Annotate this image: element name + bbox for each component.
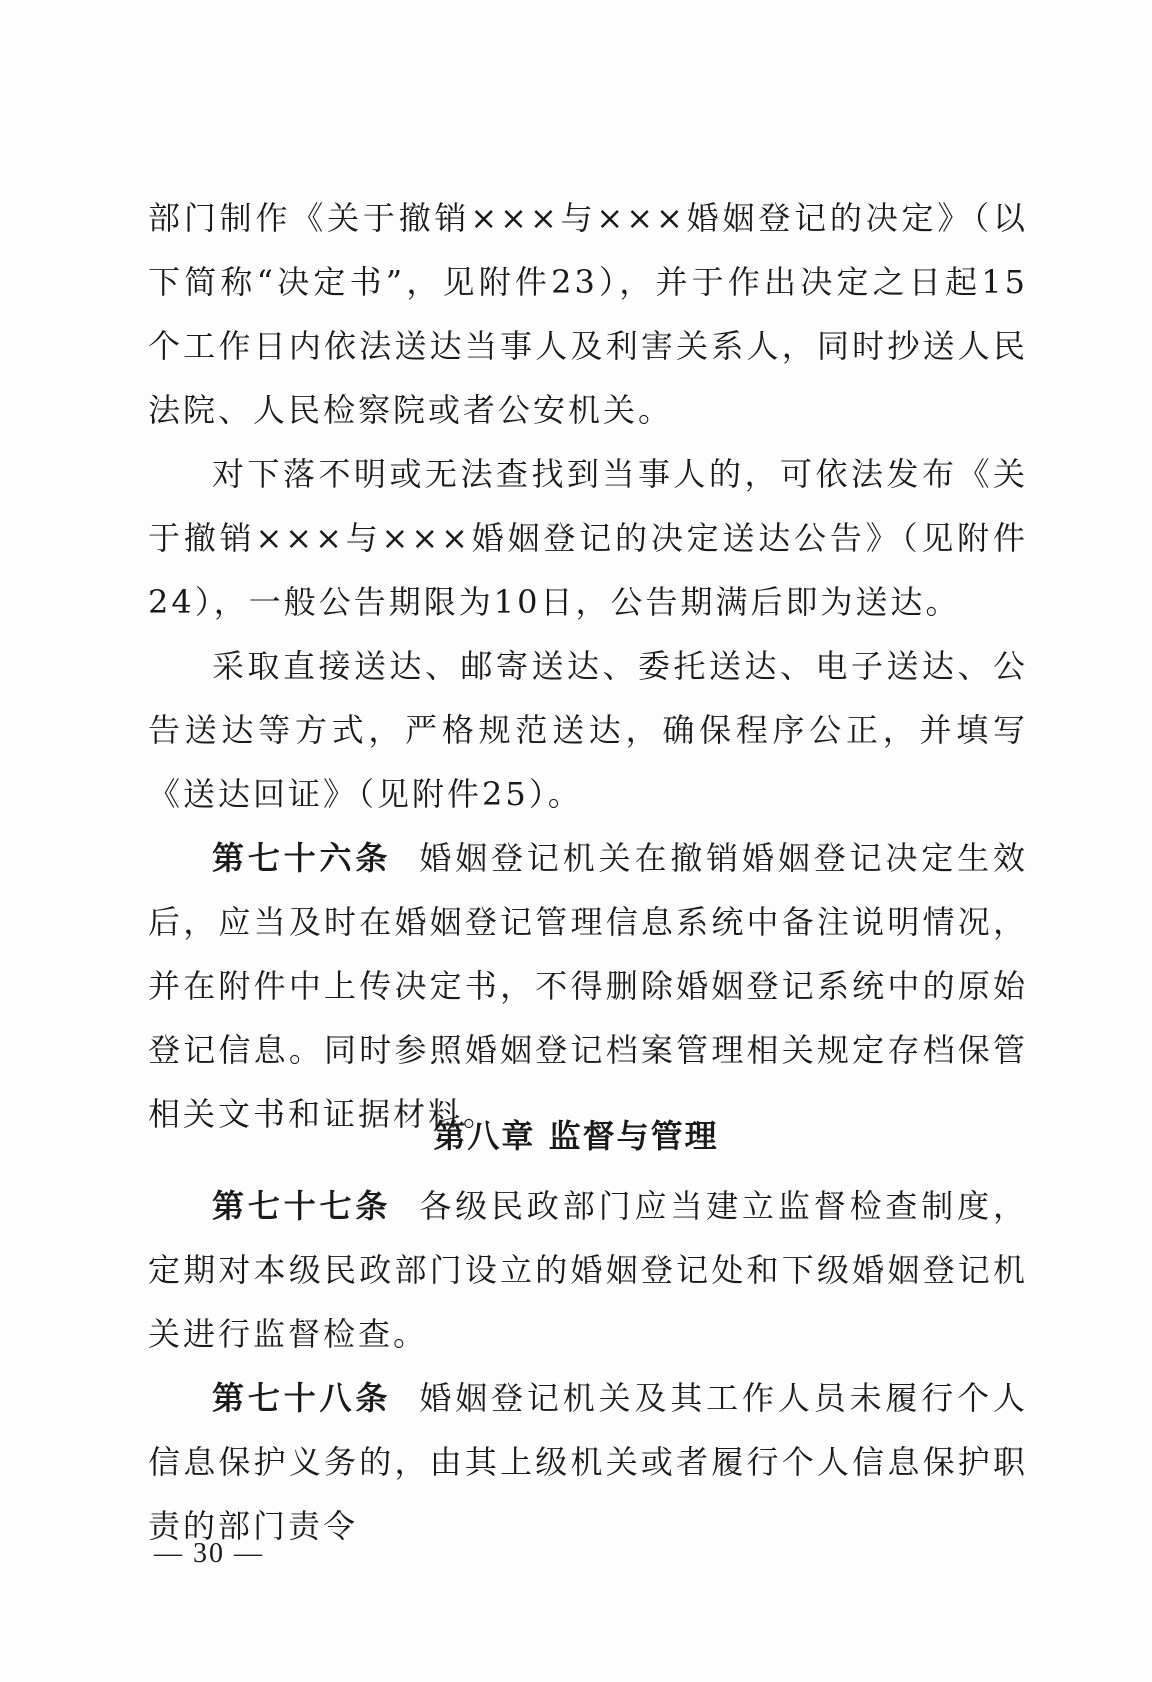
article-text: 各级民政部门应当建立监督检查制度，定期对本级民政部门设立的婚姻登记处和下级婚姻登记机关进行监督检查。 [148,1187,1028,1353]
article-text: 婚姻登记机关及其工作人员未履行个人信息保护义务的，由其上级机关或者履行个人信息保护职责的部门责令 [148,1379,1028,1545]
paragraph-text: 采取直接送达、邮寄送达、委托送达、电子送达、公告送达等方式，严格规范送达，确保程序公正，并填写《送达回证》（见附件25）。 [148,647,1028,813]
article-76 [148,826,1028,1146]
paragraph-text: 对下落不明或无法查找到当事人的，可依法发布《关于撤销×××与×××婚姻登记的决定送达公告》（见附件24），一般公告期限为10日，公告期满后即为送达。 [148,455,1028,621]
paragraph-delivery-methods [148,634,1028,826]
chapter-title: 第八章 监督与管理 [433,1117,719,1155]
paragraph-decision-notice [148,186,1028,442]
page-number: — 30 — [154,1538,264,1569]
article-heading: 第七十六条 [212,839,392,877]
paragraph-public-announcement [148,442,1028,634]
article-77 [148,1174,1028,1366]
article-text: 婚姻登记机关在撤销婚姻登记决定生效后，应当及时在婚姻登记管理信息系统中备注说明情况，并在附件中上传决定书，不得删除婚姻登记系统中的原始登记信息。同时参照婚姻登记档案管理相关规定存档保管相关文书和证据材料。 [148,839,1028,1133]
article-heading: 第七十七条 [212,1187,392,1225]
article-78 [148,1366,1028,1558]
paragraph-text: 部门制作《关于撤销×××与×××婚姻登记的决定》（以下简称“决定书”，见附件23），并于作出决定之日起15个工作日内依法送达当事人及利害关系人，同时抄送人民法院、人民检察院或者公安机关。 [148,199,1028,429]
article-heading: 第七十八条 [212,1379,392,1417]
